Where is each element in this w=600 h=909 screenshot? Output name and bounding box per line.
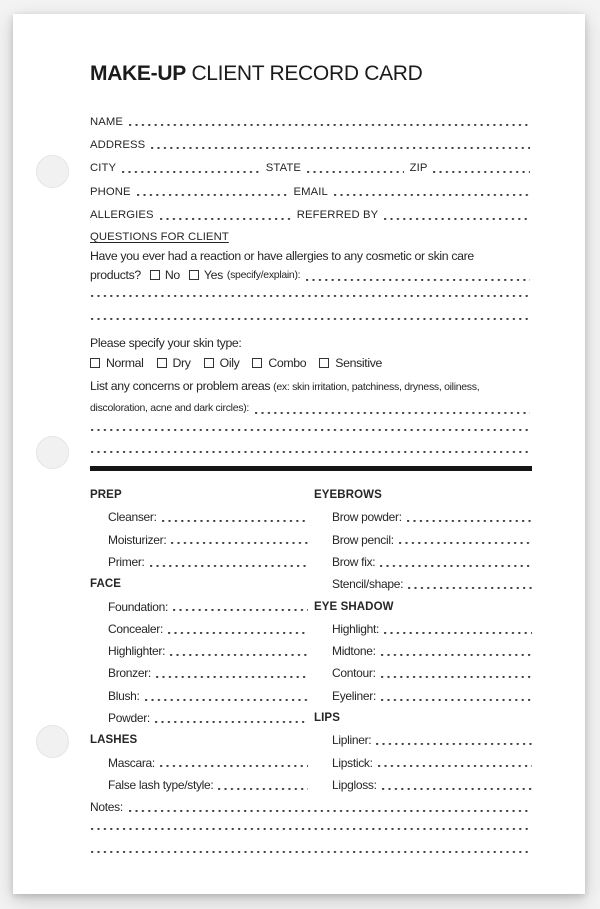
address-label: ADDRESS <box>90 139 146 152</box>
moisturizer-row <box>90 529 308 551</box>
no-checkbox[interactable] <box>150 270 160 280</box>
city-state-zip-row <box>90 157 532 180</box>
product-columns <box>90 484 532 796</box>
moisturizer-fill-line[interactable] <box>170 529 308 551</box>
concealer-label: Concealer: <box>108 621 164 636</box>
lipgloss-label: Lipgloss: <box>332 777 377 792</box>
zip-fill-line[interactable] <box>432 157 530 180</box>
sensitive-label: Sensitive <box>335 355 383 370</box>
stencil-shape-fill-line[interactable] <box>407 573 532 595</box>
moisturizer-label: Moisturizer: <box>108 532 167 547</box>
brow-powder-label: Brow powder: <box>332 510 402 525</box>
combo-label: Combo <box>268 355 307 370</box>
highlight-fill-line[interactable] <box>383 618 532 640</box>
cleanser-row <box>90 506 308 528</box>
section-header-lashes <box>90 729 308 751</box>
cleanser-label: Cleanser: <box>108 510 157 525</box>
state-label: STATE <box>265 162 302 175</box>
oily-checkbox[interactable] <box>204 358 214 368</box>
card-content <box>90 14 532 864</box>
prep-header-label: PREP <box>90 489 122 502</box>
brow-fix-label: Brow fix: <box>332 554 376 569</box>
midtone-row <box>314 640 532 662</box>
brow-fix-row <box>314 551 532 573</box>
title-bold-part: MAKE-UP <box>90 62 186 85</box>
record-card <box>13 14 585 894</box>
page-title <box>90 60 532 88</box>
notes-fill-line-3[interactable] <box>90 841 532 864</box>
mascara-row <box>90 752 308 774</box>
eyeliner-label: Eyeliner: <box>332 688 376 703</box>
notes-fill-line[interactable] <box>128 796 530 818</box>
eyebrows-header-label: EYEBROWS <box>314 489 382 502</box>
powder-label: Powder: <box>108 711 150 726</box>
concealer-row <box>90 618 308 640</box>
address-fill-line[interactable] <box>150 133 530 156</box>
bronzer-label: Bronzer: <box>108 666 151 681</box>
product-column-right <box>314 484 532 796</box>
blush-label: Blush: <box>108 688 140 703</box>
midtone-fill-line[interactable] <box>380 640 532 662</box>
cleanser-fill-line[interactable] <box>161 506 308 528</box>
allergy-specify-fill-line-3[interactable] <box>90 308 532 331</box>
powder-fill-line[interactable] <box>154 707 308 729</box>
product-column-left <box>90 484 308 796</box>
hole-punch-bottom <box>36 725 69 758</box>
skin-type-option-dry <box>157 356 191 370</box>
yes-label: Yes <box>203 268 223 283</box>
primer-fill-line[interactable] <box>149 551 308 573</box>
zip-label: ZIP <box>409 162 428 175</box>
dry-label: Dry <box>172 355 191 370</box>
lipliner-label: Lipliner: <box>332 733 372 748</box>
allergies-fill-line[interactable] <box>159 204 291 227</box>
midtone-label: Midtone: <box>332 644 376 659</box>
yes-checkbox[interactable] <box>189 270 199 280</box>
skin-type-option-combo <box>252 356 306 370</box>
brow-pencil-row <box>314 529 532 551</box>
phone-fill-line[interactable] <box>136 180 288 203</box>
name-row <box>90 110 532 133</box>
lipliner-fill-line[interactable] <box>375 729 532 751</box>
section-header-face <box>90 573 308 595</box>
section-divider <box>90 466 532 471</box>
contact-fields <box>90 110 532 227</box>
specify-hint: (specify/explain): <box>226 269 301 282</box>
powder-row <box>90 707 308 729</box>
notes-fill-line-2[interactable] <box>90 818 532 841</box>
allergies-referred-row <box>90 204 532 227</box>
foundation-fill-line[interactable] <box>172 595 308 617</box>
sensitive-checkbox[interactable] <box>319 358 329 368</box>
title-regular-part: CLIENT RECORD CARD <box>185 62 423 85</box>
section-header-prep <box>90 484 308 506</box>
lips-header-label: LIPS <box>314 712 340 725</box>
foundation-label: Foundation: <box>108 599 169 614</box>
skin-type-option-normal <box>90 356 144 370</box>
allergies-label: ALLERGIES <box>90 209 154 222</box>
brow-fix-fill-line[interactable] <box>379 551 532 573</box>
skin-type-option-oily <box>204 356 240 370</box>
concerns-fill-line[interactable] <box>254 397 530 419</box>
address-row <box>90 133 532 156</box>
eyeliner-fill-line[interactable] <box>380 685 532 707</box>
concerns-prompt-line <box>90 375 532 397</box>
concealer-fill-line[interactable] <box>167 618 308 640</box>
primer-label: Primer: <box>108 554 145 569</box>
phone-label: PHONE <box>90 185 131 198</box>
skin-type-options <box>90 353 532 373</box>
brow-powder-fill-line[interactable] <box>406 506 532 528</box>
highlighter-row <box>90 640 308 662</box>
highlight-label: Highlight: <box>332 621 380 636</box>
city-label: CITY <box>90 162 117 175</box>
contour-fill-line[interactable] <box>380 662 532 684</box>
state-fill-line[interactable] <box>306 157 404 180</box>
concerns-hint-line2-row <box>90 397 532 419</box>
lipstick-row <box>314 752 532 774</box>
section-header-eye-shadow <box>314 595 532 617</box>
primer-row <box>90 551 308 573</box>
skin-type-option-sensitive <box>319 356 382 370</box>
contour-row <box>314 662 532 684</box>
contour-label: Contour: <box>332 666 376 681</box>
notes-row <box>90 796 532 818</box>
brow-powder-row <box>314 506 532 528</box>
referred-by-label: REFERRED BY <box>296 209 379 222</box>
eyeliner-row <box>314 685 532 707</box>
email-fill-line[interactable] <box>333 180 530 203</box>
lashes-header-label: LASHES <box>90 734 138 747</box>
highlighter-fill-line[interactable] <box>169 640 308 662</box>
lipstick-label: Lipstick: <box>332 755 373 770</box>
eye-shadow-header-label: EYE SHADOW <box>314 600 394 613</box>
lipstick-fill-line[interactable] <box>377 752 532 774</box>
false-lash-row <box>90 774 308 796</box>
brow-pencil-fill-line[interactable] <box>398 529 532 551</box>
email-label: EMAIL <box>293 185 328 198</box>
concerns-fill-line-2[interactable] <box>90 419 532 441</box>
hole-punch-middle <box>36 436 69 469</box>
allergy-specify-fill-line-2[interactable] <box>90 285 532 308</box>
mascara-fill-line[interactable] <box>159 752 308 774</box>
stencil-shape-row <box>314 573 532 595</box>
questions-heading-row <box>90 227 532 247</box>
mascara-label: Mascara: <box>108 755 155 770</box>
oily-label: Oily <box>219 355 240 370</box>
blush-row <box>90 685 308 707</box>
no-label: No <box>164 268 180 283</box>
concerns-fill-line-3[interactable] <box>90 441 532 463</box>
combo-checkbox[interactable] <box>252 358 262 368</box>
lipliner-row <box>314 729 532 751</box>
face-header-label: FACE <box>90 578 122 591</box>
concerns-hint-line2: discoloration, acne and dark circles): <box>90 401 250 414</box>
name-label: NAME <box>90 115 124 128</box>
allergy-question-line2 <box>90 266 532 285</box>
highlight-row <box>314 618 532 640</box>
normal-checkbox[interactable] <box>90 358 100 368</box>
allergy-question-prefix: products? <box>90 268 141 283</box>
referred-by-fill-line[interactable] <box>383 204 530 227</box>
highlighter-label: Highlighter: <box>108 644 166 659</box>
normal-label: Normal <box>106 355 144 370</box>
blush-fill-line[interactable] <box>144 685 308 707</box>
false-lash-fill-line[interactable] <box>217 774 308 796</box>
hole-punch-top <box>36 155 69 188</box>
questions-heading: QUESTIONS FOR CLIENT <box>90 230 229 243</box>
lipgloss-row <box>314 774 532 796</box>
skin-type-prompt: Please specify your skin type: <box>90 335 242 350</box>
allergy-specify-fill-line[interactable] <box>305 266 530 285</box>
foundation-row <box>90 595 308 617</box>
bronzer-row <box>90 662 308 684</box>
bronzer-fill-line[interactable] <box>155 662 308 684</box>
dry-checkbox[interactable] <box>157 358 167 368</box>
section-header-lips <box>314 707 532 729</box>
section-header-eyebrows <box>314 484 532 506</box>
false-lash-label: False lash type/style: <box>108 777 214 792</box>
notes-label: Notes: <box>90 800 123 815</box>
allergy-question-line1: Have you ever had a reaction or have allergies to any cosmetic or skin care <box>90 248 474 263</box>
concerns-prompt: List any concerns or problem areas <box>90 378 271 393</box>
name-fill-line[interactable] <box>128 110 530 133</box>
lipgloss-fill-line[interactable] <box>381 774 532 796</box>
brow-pencil-label: Brow pencil: <box>332 532 394 547</box>
phone-email-row <box>90 180 532 203</box>
stencil-shape-label: Stencil/shape: <box>332 577 404 592</box>
concerns-hint: (ex: skin irritation, patchiness, dryness, oiliness, <box>273 380 480 393</box>
city-fill-line[interactable] <box>121 157 260 180</box>
